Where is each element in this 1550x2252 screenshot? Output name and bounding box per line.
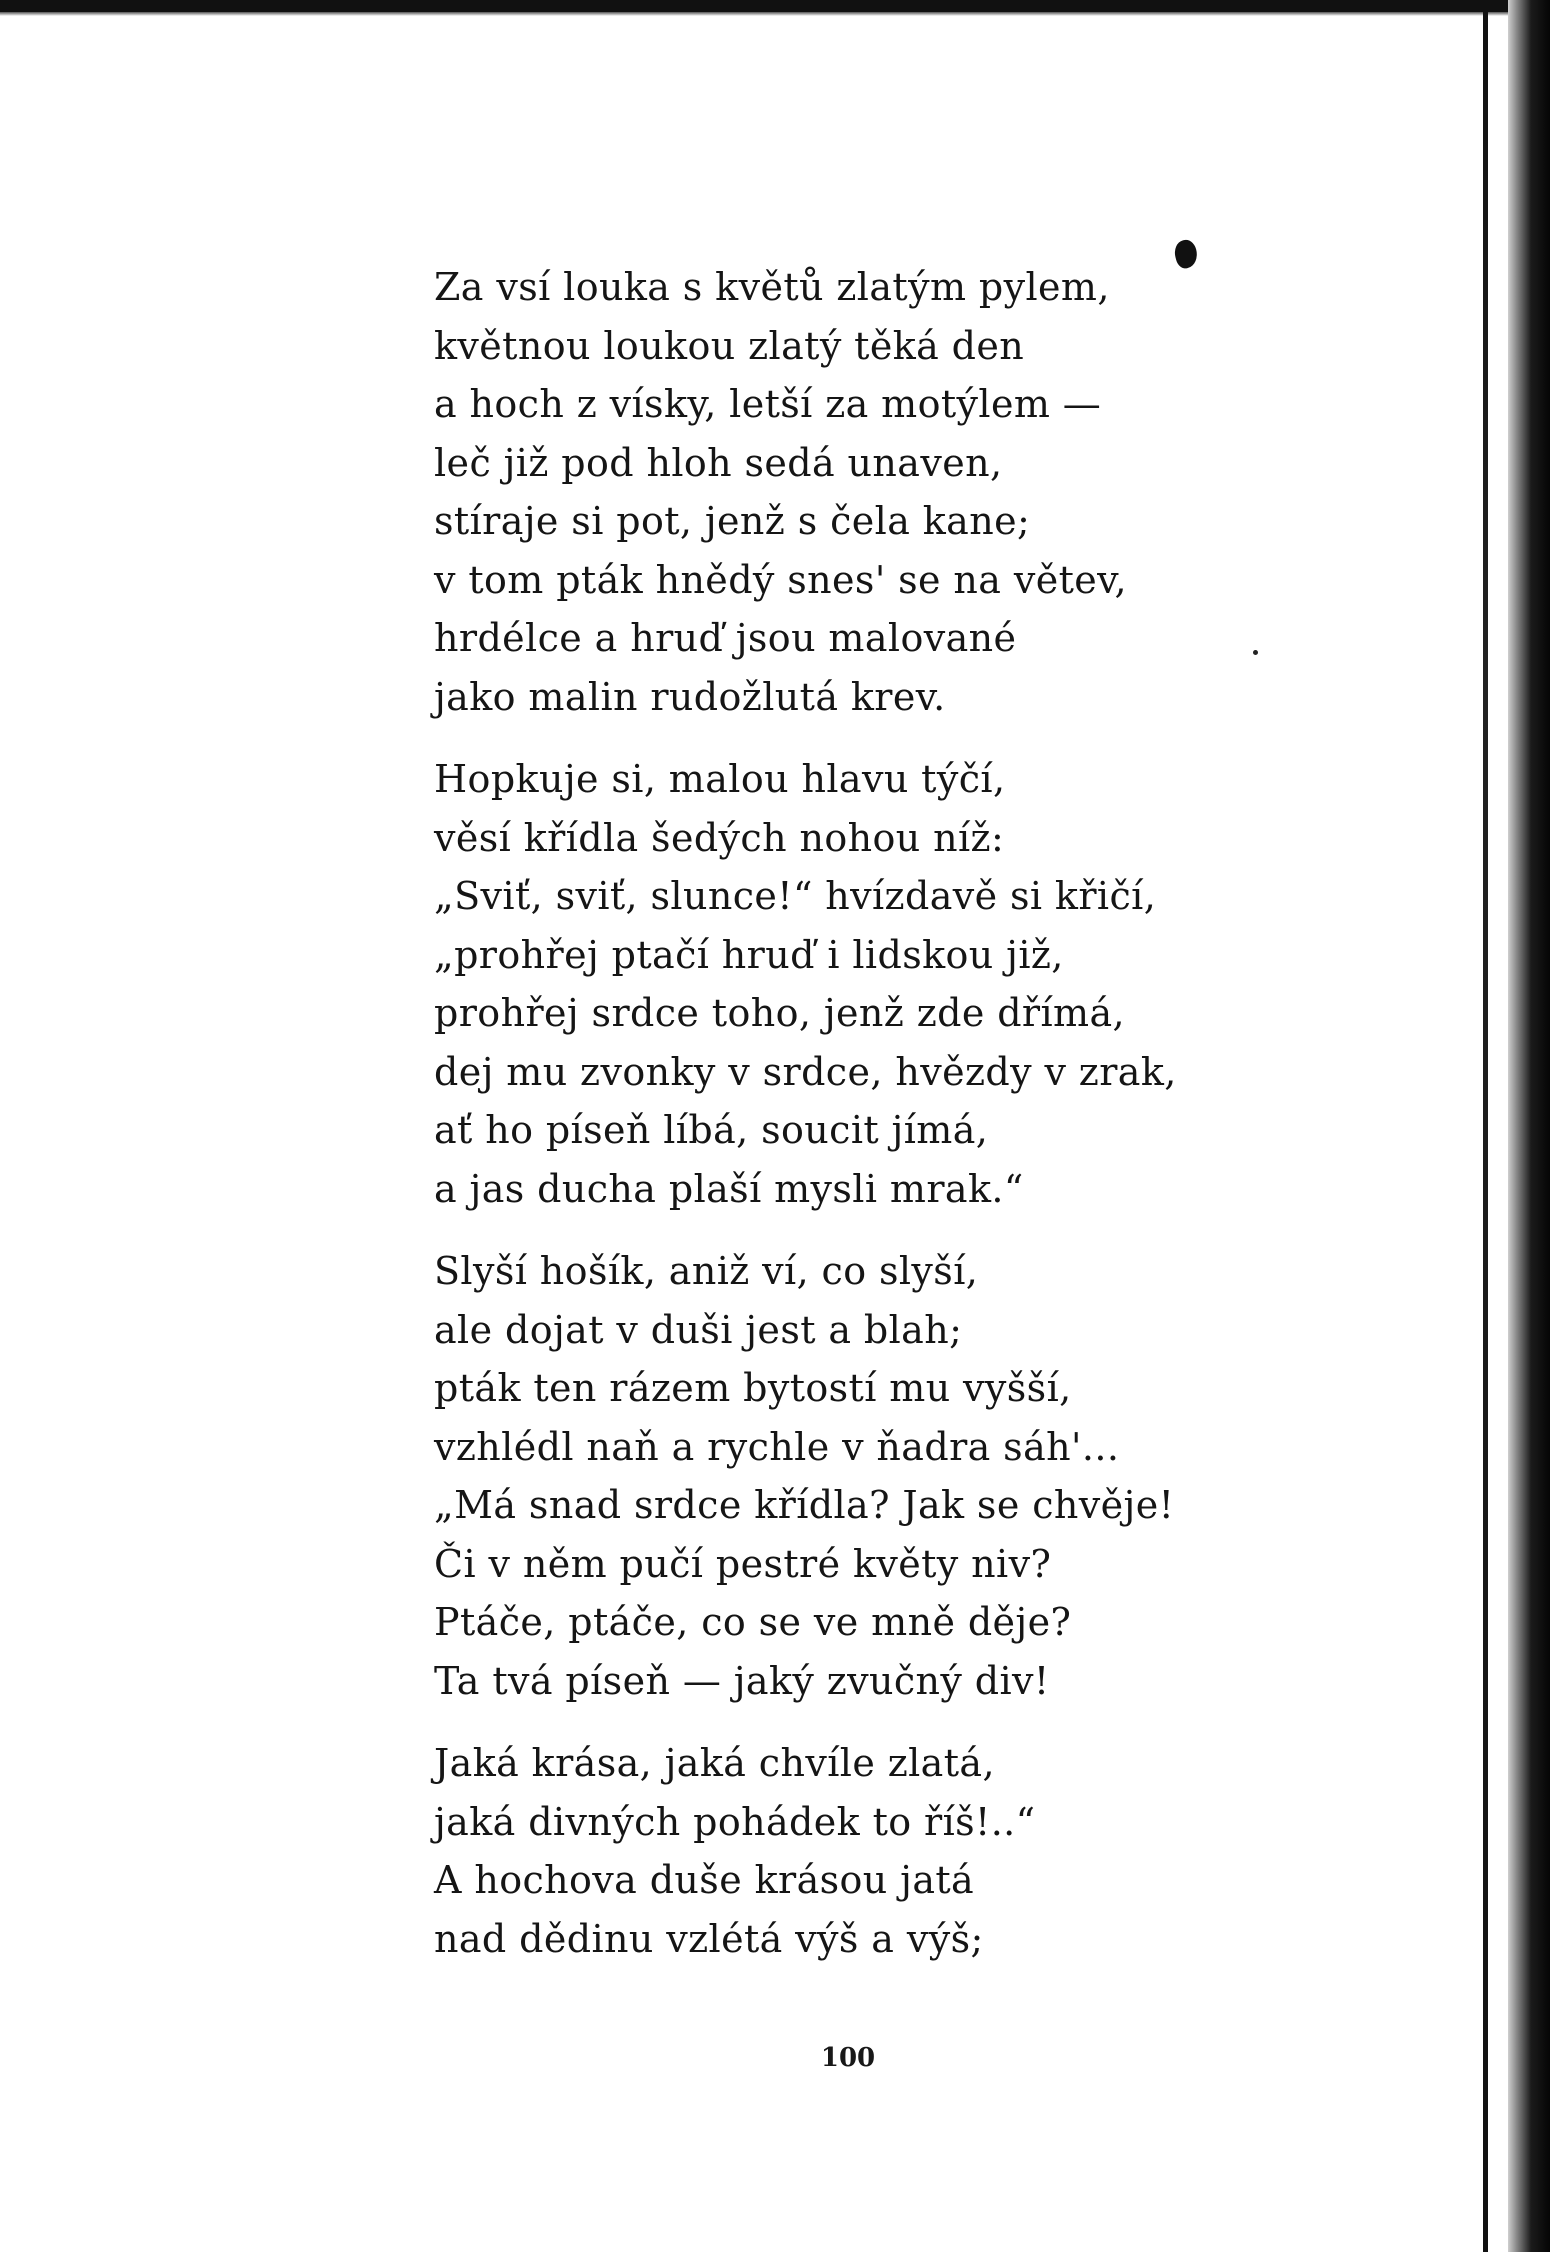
verse-line: nad dědinu vzlétá výš a výš; [434,1916,984,1961]
verse-line: hrdélce a hruď jsou malované [434,616,1017,660]
verse-line: Za vsí louka s květů zlatým pylem, [434,265,1110,309]
verse-line: jako malin rudožlutá krev. [434,674,946,719]
verse-line: stíraje si pot, jenž s čela kane; [434,499,1031,543]
verse-line: jaká divných pohádek to říš!..“ [434,1799,1036,1844]
verse-line: prohřej srdce toho, jenž zde dřímá, [434,991,1126,1035]
scan-top-edge [0,0,1550,12]
verse-line: A hochova duše krásou jatá [434,1858,975,1902]
poem-text [434,258,1334,1968]
page-number: 100 [820,2043,876,2073]
stanza [434,1734,1334,1968]
verse-line: leč již pod hloh sedá unaven, [434,440,1003,485]
verse-line: v tom pták hnědý snes' se na větev, [434,557,1127,602]
verse-line: Hopkuje si, malou hlavu týčí, [434,757,1006,801]
verse-line: „prohřej ptačí hruď i lidskou již, [434,932,1064,977]
verse-line: ale dojat v duši jest a blah; [434,1307,963,1352]
verse-line: ať ho píseň líbá, soucit jímá, [434,1108,989,1152]
verse-line: dej mu zvonky v srdce, hvězdy v zrak, [434,1049,1177,1094]
verse-line: Ptáče, ptáče, co se ve mně děje? [434,1600,1072,1644]
stanza [434,750,1334,1218]
scan-right-edge [1508,0,1550,2252]
verse-line: „Má snad srdce křídla? Jak se chvěje! [434,1483,1175,1527]
verse-line: vzhlédl naň a rychle v ňadra sáh'... [434,1424,1120,1469]
verse-line: květnou loukou zlatý těká den [434,323,1025,368]
verse-line: Či v něm pučí pestré květy niv? [434,1541,1052,1586]
scan-binding-line [1483,0,1488,2252]
verse-line: Slyší hošík, aniž ví, co slyší, [434,1249,979,1293]
verse-line: a hoch z vísky, letší za motýlem — [434,382,1102,426]
verse-line: pták ten rázem bytostí mu vyšší, [434,1366,1072,1410]
verse-line: a jas ducha plaší mysli mrak.“ [434,1166,1024,1211]
verse-line: Ta tvá píseň — jaký zvučný div! [434,1658,1050,1703]
stanza [434,1242,1334,1710]
stanza [434,258,1334,726]
verse-line: věsí křídla šedých nohou níž: [434,815,1005,860]
verse-line: „Sviť, sviť, slunce!“ hvízdavě si křičí, [434,874,1157,918]
verse-line: Jaká krása, jaká chvíle zlatá, [434,1741,995,1785]
